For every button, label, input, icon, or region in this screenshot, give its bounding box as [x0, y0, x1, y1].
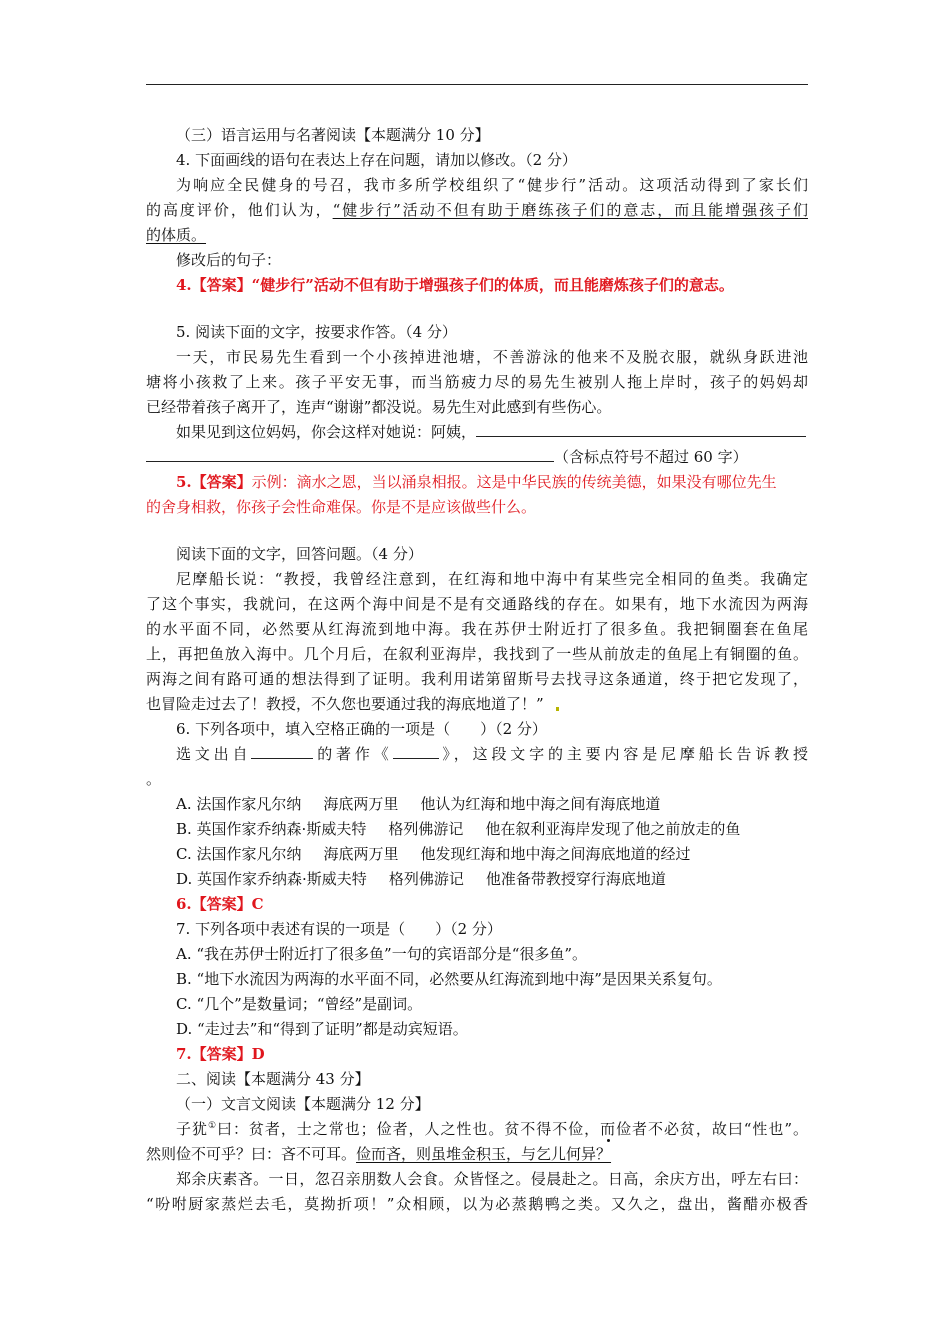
reading-line: 两海之间有路可通的想法得到了证明。我利用诺第留斯号去找寻这条通道，终于把它发现了，	[146, 670, 808, 688]
classical-text-line: 郑余庆素吝。一日，忽召亲朋数人会食。众皆怪之。侵晨赴之。日高，余庆方出，呼左右曰：	[176, 1170, 808, 1188]
question-6-option: C. 法国作家凡尔纳 海底两万里 他发现红海和地中海之间海底地道的经过	[176, 845, 691, 863]
question-7-option: D. “走过去”和“得到了证明”都是动宾短语。	[176, 1020, 468, 1038]
classical-text-line: “吩咐厨家蒸烂去毛，莫拗折项！”众相顾，以为必蒸鹅鸭之类。又久之，盘出，酱醋亦极香	[146, 1195, 808, 1213]
question-4-para-line: 为响应全民健身的号召，我市多所学校组织了“健步行”活动。这项活动得到了家长们	[176, 176, 808, 194]
question-5-prompt-line: 如果见到这位妈妈，你会这样对她说：阿姨，	[146, 420, 808, 445]
question-4-para-line: 的高度评价，他们认为，“健步行”活动不但有助于磨练孩子们的意志，而且能增强孩子们	[146, 201, 808, 219]
question-6-answer: 6.【答案】C	[176, 895, 264, 913]
answer-blank	[146, 445, 554, 462]
classical-text-line: 然则俭不可乎？曰：吝不可耳。俭而吝，则虽堆金积玉，与乞儿何异？	[146, 1145, 612, 1163]
question-7-option: B. “地下水流因为两海的水平面不同，必然要从红海流到地中海”是因果关系复句。	[176, 970, 722, 988]
answer-blank	[251, 742, 313, 759]
subsection-heading: （一）文言文阅读【本题满分 12 分】	[176, 1095, 430, 1113]
question-6-option: B. 英国作家乔纳森·斯威夫特 格列佛游记 他在叙利亚海岸发现了他之前放走的鱼	[176, 820, 741, 838]
dotted-word: 而	[600, 1120, 617, 1138]
question-5-answer-cont: 的舍身相救，你孩子会性命难保。你是不是应该做些什么。	[146, 498, 537, 516]
reading-stem: 阅读下面的文字，回答问题。（4 分）	[176, 545, 423, 563]
question-7-option: A. “我在苏伊士附近打了很多鱼”一句的宾语部分是“很多鱼”。	[176, 945, 588, 963]
question-6-blank-line-end: 。	[146, 770, 162, 788]
underlined-sentence: “健步行”活动不但有助于磨练孩子们的意志，而且能增强孩子们	[332, 201, 808, 219]
footnote-marker: ①	[207, 1121, 217, 1131]
question-5-para-line: 一天，市民易先生看到一个小孩掉进池塘，不善游泳的他来不及脱衣服，就纵身跃进池	[176, 348, 808, 366]
question-5-answer: 5.【答案】示例：滴水之恩，当以涌泉相报。这是中华民族的传统美德，如果没有哪位先生	[176, 473, 777, 491]
question-4-prompt: 修改后的句子：	[176, 251, 282, 269]
question-5-para-line: 已经带着孩子离开了，连声“谢谢”都没说。易先生对此感到有些伤心。	[146, 398, 612, 416]
question-6-option: D. 英国作家乔纳森·斯威夫特 格列佛游记 他准备带教授穿行海底地道	[176, 870, 666, 888]
scan-mark	[556, 707, 559, 711]
question-5-stem: 5. 阅读下面的文字，按要求作答。（4 分）	[176, 323, 457, 341]
underlined-sentence: 俭而吝，则虽堆金积玉，与乞儿何异？	[356, 1145, 612, 1163]
question-7-answer: 7.【答案】D	[176, 1045, 265, 1063]
question-5-para-line: 塘将小孩救了上来。孩子平安无事，而当筋疲力尽的易先生被别人拖上岸时，孩子的妈妈却	[146, 373, 808, 391]
classical-text-line: 子犹①曰：贫者，士之常也；俭者，人之性也。贫不得不俭，而俭者不必贫，故曰“性也”。	[176, 1120, 808, 1138]
section-heading: （三）语言运用与名著阅读【本题满分 10 分】	[176, 126, 490, 144]
reading-line: 上，再把鱼放入海中。几个月后，在叙利亚海岸，我找到了一些从前放走的鱼尾上有铜圈的鱼。	[146, 645, 808, 663]
question-7-stem: 7. 下列各项中表述有误的一项是（ ）（2 分）	[176, 920, 502, 938]
document-content	[146, 123, 808, 1217]
reading-line: 尼摩船长说：“教授，我曾经注意到，在红海和地中海中有某些完全相同的鱼类。我确定	[176, 570, 808, 588]
answer-blank	[393, 742, 439, 759]
reading-line: 也冒险走过去了！教授，不久您也要通过我的海底地道了！”	[146, 692, 808, 717]
reading-line: 了这个事实，我就问，在这两个海中间是不是有交通路线的存在。如果有，地下水流因为两海	[146, 595, 808, 613]
question-4-para-line	[146, 223, 808, 248]
question-6-stem: 6. 下列各项中，填入空格正确的一项是（ ）（2 分）	[176, 720, 547, 738]
section-heading: 二、阅读【本题满分 43 分】	[176, 1070, 370, 1088]
reading-line: 的水平面不同，必然要从红海流到地中海。我在苏伊士附近打了很多鱼。我把铜圈套在鱼尾	[146, 620, 808, 638]
question-4-stem: 4. 下面画线的语句在表达上存在问题，请加以修改。（2 分）	[176, 151, 577, 169]
question-6-option: A. 法国作家凡尔纳 海底两万里 他认为红海和地中海之间有海底地道	[176, 795, 661, 813]
answer-blank	[476, 420, 806, 437]
question-4-answer: 4.【答案】“健步行”活动不但有助于增强孩子们的体质，而且能磨炼孩子们的意志。	[176, 276, 734, 294]
question-6-blank-line: 选文出自 的著作《 》，这段文字的主要内容是尼摩船长告诉教授	[146, 742, 808, 767]
header-rule	[146, 84, 808, 85]
underlined-sentence: 的体质。	[146, 226, 207, 244]
question-5-limit-line: （含标点符号不超过 60 字）	[146, 445, 808, 470]
question-7-option: C. “几个”是数量词；“曾经”是副词。	[176, 995, 423, 1013]
